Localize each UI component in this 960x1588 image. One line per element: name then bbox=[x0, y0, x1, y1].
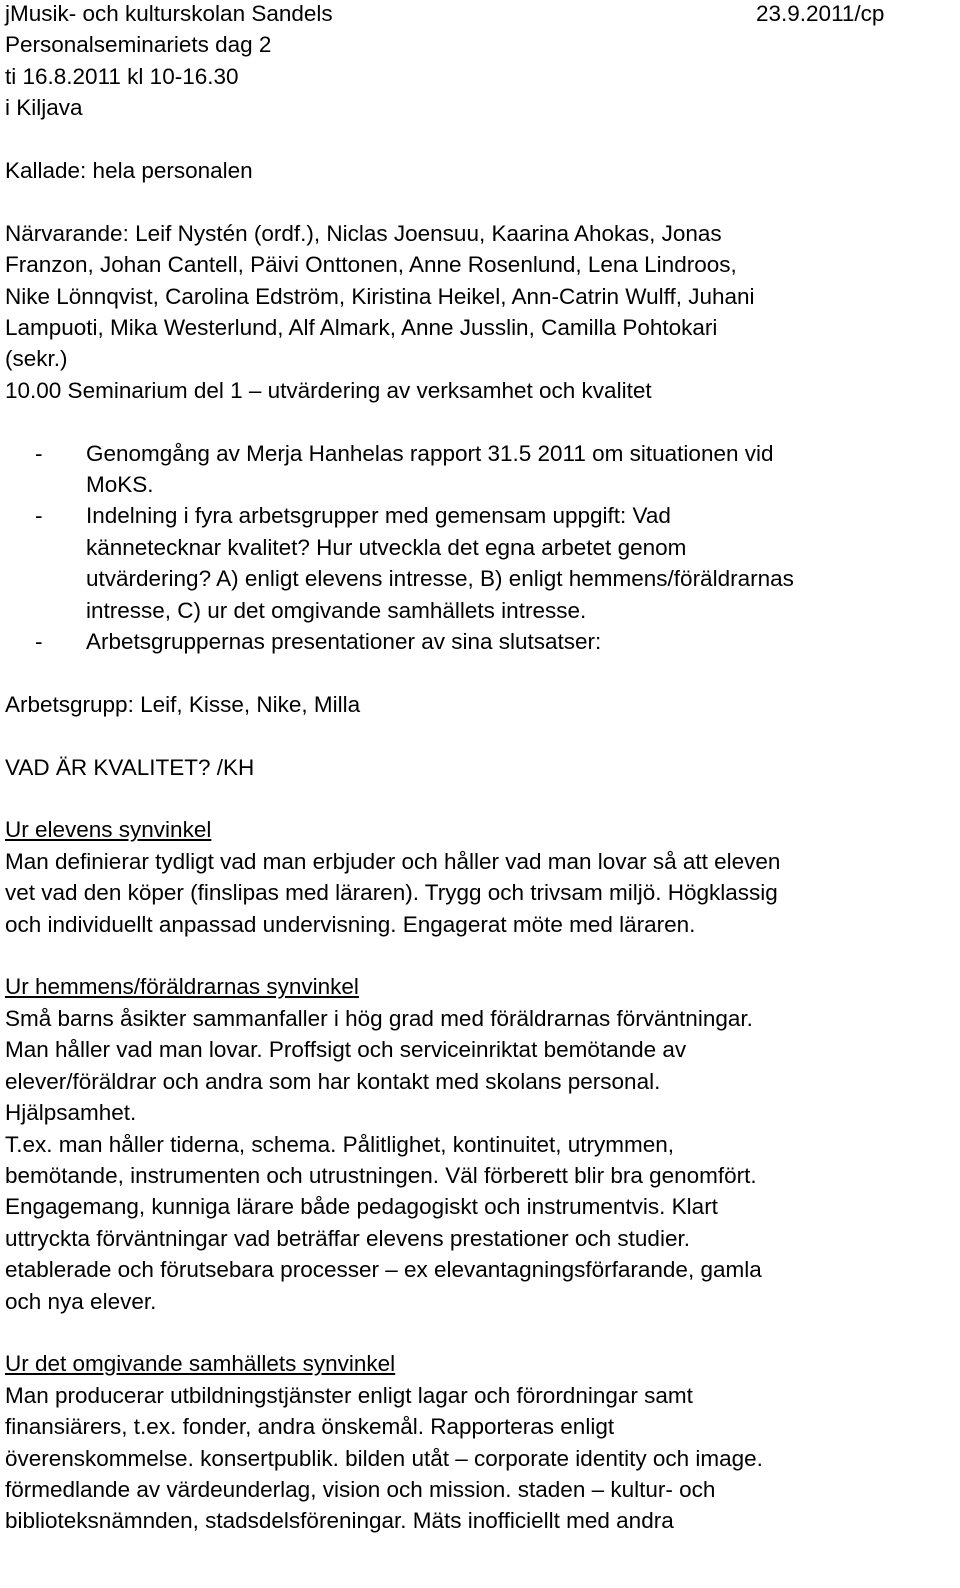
section-line: T.ex. man håller tiderna, schema. Pålitlighet, kontinuitet, utrymmen, bbox=[5, 1131, 675, 1157]
present-line: Nike Lönnqvist, Carolina Edström, Kiristina Heikel, Ann-Catrin Wulff, Juhani bbox=[5, 283, 755, 309]
spacer bbox=[5, 940, 955, 971]
list-dash: - bbox=[35, 440, 43, 466]
section-line: etablerade och förutsebara processer – ex elevantagningsförfarande, gamla bbox=[5, 1257, 762, 1283]
called-participants: Kallade: hela personalen bbox=[5, 158, 253, 183]
section-heading: Ur elevens synvinkel bbox=[5, 817, 212, 843]
agenda-line: Genomgång av Merja Hanhelas rapport 31.5 2011 om situationen vid bbox=[86, 440, 774, 466]
agenda-line: intresse, C) ur det omgivande samhällets intresse. bbox=[86, 597, 587, 623]
section-line: Man håller vad man lovar. Proffsigt och serviceinriktat bemötande av bbox=[5, 1037, 687, 1063]
section-line: och nya elever. bbox=[5, 1288, 157, 1314]
section-heading: Ur hemmens/föräldrarnas synvinkel bbox=[5, 974, 359, 1000]
list-dash: - bbox=[35, 629, 43, 655]
section-line: vet vad den köper (finslipas med läraren). Trygg och trivsam miljö. Högklassig bbox=[5, 880, 778, 906]
section-line: elever/föräldrar och andra som har kontakt med skolans personal. bbox=[5, 1068, 661, 1094]
spacer bbox=[5, 406, 955, 437]
quality-heading: VAD ÄR KVALITET? /KH bbox=[5, 754, 255, 780]
document-title: Personalseminariets dag 2 bbox=[5, 32, 272, 58]
section-line: biblioteksnämnden, stadsdelsföreningar. Mäts inofficiellt med andra bbox=[5, 1508, 674, 1534]
section-line: och individuellt anpassad undervisning. Engagerat möte med läraren. bbox=[5, 911, 696, 937]
agenda-item bbox=[5, 500, 955, 626]
present-line: Franzon, Johan Cantell, Päivi Onttonen, Anne Rosenlund, Lena Lindroos, bbox=[5, 252, 737, 278]
section-line: Man definierar tydligt vad man erbjuder och håller vad man lovar så att eleven bbox=[5, 848, 781, 874]
present-line: Närvarande: Leif Nystén (ordf.), Niclas Joensuu, Kaarina Ahokas, Jonas bbox=[5, 220, 722, 246]
section-parents bbox=[5, 971, 955, 1316]
section-line: uttryckta förväntningar vad beträffar elevens prestationer och studier. bbox=[5, 1225, 690, 1251]
present-participants bbox=[5, 218, 955, 375]
section-line: överenskommelse. konsertpublik. bilden utåt – corporate identity och image. bbox=[5, 1445, 763, 1471]
section-line: Man producerar utbildningstjänster enligt lagar och förordningar samt bbox=[5, 1382, 693, 1408]
present-line: Lampuoti, Mika Westerlund, Alf Almark, Anne Jusslin, Camilla Pohtokari bbox=[5, 315, 718, 341]
spacer bbox=[5, 720, 955, 751]
section-line: Engagemang, kunniga lärare både pedagogiskt och instrumentvis. Klart bbox=[5, 1194, 718, 1220]
section-line: förmedlande av värdeunderlag, vision och mission. staden – kultur- och bbox=[5, 1476, 716, 1502]
list-dash: - bbox=[35, 503, 43, 529]
agenda-list bbox=[5, 438, 955, 658]
document-page bbox=[5, 0, 955, 1537]
section-society bbox=[5, 1348, 955, 1536]
spacer bbox=[5, 657, 955, 688]
section-line: bemötande, instrumenten och utrustningen. Väl förberett blir bra genomfört. bbox=[5, 1162, 757, 1188]
date-reference: 23.9.2011/cp bbox=[756, 1, 885, 26]
working-group: Arbetsgrupp: Leif, Kisse, Nike, Milla bbox=[5, 691, 361, 717]
section-student bbox=[5, 814, 955, 940]
header-row bbox=[5, 0, 955, 29]
agenda-line: Indelning i fyra arbetsgrupper med gemensam uppgift: Vad bbox=[86, 503, 671, 529]
agenda-line: Arbetsgruppernas presentationer av sina slutsatser: bbox=[86, 629, 602, 655]
present-line: (sekr.) bbox=[5, 346, 68, 372]
spacer bbox=[5, 186, 955, 217]
agenda-line: utvärdering? A) enligt elevens intresse, B) enligt hemmens/föräldrarnas bbox=[86, 566, 794, 592]
agenda-line: MoKS. bbox=[86, 472, 154, 498]
section-line: finansiärers, t.ex. fonder, andra önskemål. Rapporteras enligt bbox=[5, 1414, 615, 1440]
org-name: jMusik- och kulturskolan Sandels bbox=[5, 1, 333, 26]
agenda-item bbox=[5, 626, 955, 657]
spacer bbox=[5, 1317, 955, 1348]
session-heading: 10.00 Seminarium del 1 – utvärdering av verksamhet och kvalitet bbox=[5, 377, 652, 403]
section-line: Små barns åsikter sammanfaller i hög grad med föräldrarnas förväntningar. bbox=[5, 1005, 753, 1031]
meeting-place: i Kiljava bbox=[5, 95, 83, 121]
agenda-line: kännetecknar kvalitet? Hur utveckla det egna arbetet genom bbox=[86, 534, 687, 560]
section-heading: Ur det omgivande samhällets synvinkel bbox=[5, 1351, 396, 1377]
spacer bbox=[5, 124, 955, 155]
spacer bbox=[5, 783, 955, 814]
section-line: Hjälpsamhet. bbox=[5, 1100, 137, 1126]
agenda-item bbox=[5, 438, 955, 501]
meeting-time: ti 16.8.2011 kl 10-16.30 bbox=[5, 63, 239, 89]
